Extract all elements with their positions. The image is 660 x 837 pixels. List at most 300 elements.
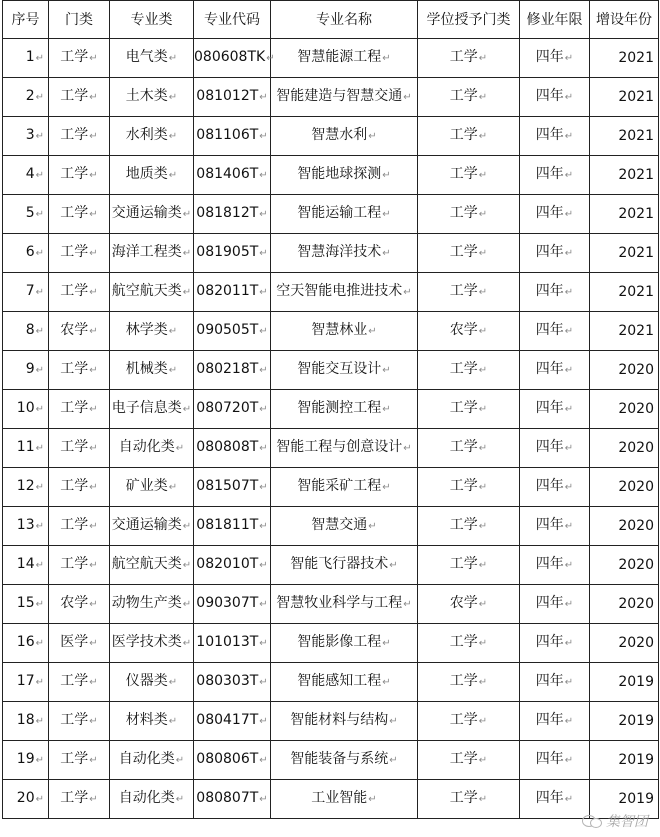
paragraph-mark-icon: ↵ <box>182 248 192 259</box>
major-code-cell-text: 080807T <box>196 790 259 806</box>
paragraph-mark-icon: ↵ <box>564 170 574 181</box>
duration-cell <box>520 351 590 390</box>
paragraph-mark-icon: ↵ <box>35 326 44 337</box>
category-cell-text: 工学 <box>60 361 89 377</box>
major-name-cell <box>271 468 418 507</box>
paragraph-mark-icon: ↵ <box>259 638 268 649</box>
category-cell <box>49 117 110 156</box>
major-code-cell <box>194 663 271 702</box>
paragraph-mark-icon: ↵ <box>564 92 574 103</box>
year-cell <box>590 507 659 546</box>
paragraph-mark-icon: ↵ <box>478 482 488 493</box>
category-cell-text: 工学 <box>60 517 89 533</box>
major-name-cell <box>271 273 418 312</box>
paragraph-mark-icon: ↵ <box>168 365 178 376</box>
paragraph-mark-icon: ↵ <box>182 209 192 220</box>
degree-cell <box>418 312 520 351</box>
header-cell: 专业代码 <box>194 1 271 39</box>
major-name-cell <box>271 312 418 351</box>
paragraph-mark-icon: ↵ <box>259 443 268 454</box>
paragraph-mark-icon: ↵ <box>35 638 44 649</box>
seq-cell-text: 6 <box>25 244 35 260</box>
year-cell-text: 2019 <box>618 674 654 690</box>
category-cell-text: 工学 <box>60 166 89 182</box>
paragraph-mark-icon: ↵ <box>389 755 398 766</box>
major-name-cell <box>271 780 418 819</box>
seq-cell-text: 15 <box>16 595 35 611</box>
category-cell <box>49 702 110 741</box>
year-cell-text: 2019 <box>618 713 654 729</box>
major-name-cell-text: 智能飞行器技术 <box>290 556 389 572</box>
table-row <box>3 780 659 819</box>
paragraph-mark-icon: ↵ <box>35 404 44 415</box>
year-cell <box>590 624 659 663</box>
major-name-cell-text: 智能感知工程 <box>297 673 382 689</box>
seq-cell-text: 12 <box>16 478 35 494</box>
category-cell <box>49 39 110 78</box>
paragraph-mark-icon: ↵ <box>259 716 268 727</box>
major-class-cell <box>110 663 194 702</box>
duration-cell <box>520 507 590 546</box>
major-name-cell-text: 智能材料与结构 <box>290 712 389 728</box>
major-code-cell-text: 082010T <box>196 556 259 572</box>
header-cell: 专业类 <box>110 1 194 39</box>
header-cell: 增设年份 <box>590 1 659 39</box>
paragraph-mark-icon: ↵ <box>182 404 192 415</box>
major-name-cell-text: 智能运输工程 <box>297 205 382 221</box>
degree-cell <box>418 663 520 702</box>
seq-cell <box>3 39 49 78</box>
paragraph-mark-icon: ↵ <box>382 170 391 181</box>
category-cell-text: 工学 <box>60 88 89 104</box>
year-cell <box>590 546 659 585</box>
paragraph-mark-icon: ↵ <box>478 248 488 259</box>
paragraph-mark-icon: ↵ <box>389 560 398 571</box>
major-name-cell-text: 空天智能电推进技术 <box>276 283 403 299</box>
seq-cell <box>3 702 49 741</box>
major-code-cell-text: 081905T <box>196 244 259 260</box>
duration-cell <box>520 702 590 741</box>
major-code-cell-text: 080218T <box>196 361 259 377</box>
major-name-cell <box>271 507 418 546</box>
paragraph-mark-icon: ↵ <box>368 794 377 805</box>
major-class-cell-text: 矿业类 <box>125 478 168 494</box>
seq-cell <box>3 390 49 429</box>
duration-cell <box>520 663 590 702</box>
paragraph-mark-icon: ↵ <box>403 287 412 298</box>
seq-cell-text: 10 <box>16 400 35 416</box>
major-class-cell-text: 自动化类 <box>118 790 175 806</box>
paragraph-mark-icon: ↵ <box>259 365 268 376</box>
seq-cell <box>3 780 49 819</box>
paragraph-mark-icon: ↵ <box>564 599 574 610</box>
category-cell <box>49 624 110 663</box>
major-code-cell-text: 080806T <box>196 751 259 767</box>
major-code-cell-text: 081812T <box>196 205 259 221</box>
degree-cell <box>418 351 520 390</box>
major-name-cell <box>271 624 418 663</box>
major-code-cell-text: 080303T <box>196 673 259 689</box>
duration-cell <box>520 624 590 663</box>
seq-cell-text: 1 <box>25 49 35 65</box>
duration-cell-text: 四年 <box>535 361 564 377</box>
major-code-cell <box>194 585 271 624</box>
category-cell-text: 农学 <box>60 322 89 338</box>
year-cell <box>590 195 659 234</box>
table-row <box>3 741 659 780</box>
seq-cell <box>3 585 49 624</box>
paragraph-mark-icon: ↵ <box>35 53 44 64</box>
degree-cell <box>418 507 520 546</box>
major-class-cell-text: 医学技术类 <box>111 634 182 650</box>
major-name-cell <box>271 429 418 468</box>
category-cell <box>49 234 110 273</box>
major-code-cell <box>194 234 271 273</box>
paragraph-mark-icon: ↵ <box>89 443 98 454</box>
major-class-cell <box>110 741 194 780</box>
paragraph-mark-icon: ↵ <box>564 716 574 727</box>
degree-cell <box>418 741 520 780</box>
header-cell: 修业年限 <box>520 1 590 39</box>
seq-cell-text: 3 <box>25 127 35 143</box>
category-cell <box>49 741 110 780</box>
degree-cell <box>418 624 520 663</box>
paragraph-mark-icon: ↵ <box>168 716 178 727</box>
seq-cell <box>3 234 49 273</box>
degree-cell-text: 工学 <box>449 712 478 728</box>
year-cell-text: 2021 <box>618 245 654 261</box>
degree-cell <box>418 78 520 117</box>
paragraph-mark-icon: ↵ <box>478 326 488 337</box>
paragraph-mark-icon: ↵ <box>89 794 98 805</box>
major-class-cell-text: 机械类 <box>125 361 168 377</box>
table-row <box>3 351 659 390</box>
major-code-cell-text: 081406T <box>196 166 259 182</box>
category-cell-text: 工学 <box>60 283 89 299</box>
degree-cell <box>418 117 520 156</box>
seq-cell-text: 19 <box>16 751 35 767</box>
paragraph-mark-icon: ↵ <box>182 560 192 571</box>
year-cell <box>590 468 659 507</box>
major-name-cell-text: 智能装备与系统 <box>290 751 389 767</box>
seq-cell-text: 9 <box>25 361 35 377</box>
paragraph-mark-icon: ↵ <box>564 404 574 415</box>
year-cell <box>590 702 659 741</box>
paragraph-mark-icon: ↵ <box>35 677 44 688</box>
paragraph-mark-icon: ↵ <box>89 521 98 532</box>
major-class-cell-text: 交通运输类 <box>111 517 182 533</box>
category-cell <box>49 663 110 702</box>
major-code-cell-text: 081012T <box>196 88 259 104</box>
year-cell <box>590 429 659 468</box>
paragraph-mark-icon: ↵ <box>182 287 192 298</box>
paragraph-mark-icon: ↵ <box>89 53 98 64</box>
table-body <box>3 39 659 819</box>
degree-cell-text: 工学 <box>449 166 478 182</box>
seq-cell <box>3 624 49 663</box>
seq-cell-text: 14 <box>16 556 35 572</box>
paragraph-mark-icon: ↵ <box>478 794 488 805</box>
major-code-cell <box>194 702 271 741</box>
major-code-cell <box>194 468 271 507</box>
header-cell: 序号 <box>3 1 49 39</box>
paragraph-mark-icon: ↵ <box>35 170 44 181</box>
paragraph-mark-icon: ↵ <box>382 638 391 649</box>
paragraph-mark-icon: ↵ <box>182 521 192 532</box>
paragraph-mark-icon: ↵ <box>89 560 98 571</box>
major-name-cell <box>271 546 418 585</box>
major-class-cell <box>110 156 194 195</box>
category-cell-text: 工学 <box>60 439 89 455</box>
paragraph-mark-icon: ↵ <box>478 716 488 727</box>
major-name-cell-text: 智慧交通 <box>311 517 368 533</box>
paragraph-mark-icon: ↵ <box>89 287 98 298</box>
degree-cell <box>418 195 520 234</box>
duration-cell <box>520 156 590 195</box>
major-name-cell-text: 智慧海洋技术 <box>297 244 382 260</box>
degree-cell <box>418 468 520 507</box>
paragraph-mark-icon: ↵ <box>564 209 574 220</box>
table-row <box>3 624 659 663</box>
seq-cell-text: 11 <box>16 439 35 455</box>
duration-cell <box>520 429 590 468</box>
paragraph-mark-icon: ↵ <box>478 170 488 181</box>
seq-cell <box>3 429 49 468</box>
major-code-cell-text: 080808T <box>196 439 259 455</box>
category-cell-text: 工学 <box>60 205 89 221</box>
degree-cell <box>418 780 520 819</box>
paragraph-mark-icon: ↵ <box>564 560 574 571</box>
degree-cell <box>418 390 520 429</box>
year-cell <box>590 39 659 78</box>
table-row <box>3 702 659 741</box>
major-class-cell <box>110 624 194 663</box>
year-cell <box>590 78 659 117</box>
category-cell-text: 医学 <box>60 634 89 650</box>
duration-cell-text: 四年 <box>535 712 564 728</box>
category-cell-text: 农学 <box>60 595 89 611</box>
major-name-cell-text: 智能测控工程 <box>297 400 382 416</box>
paragraph-mark-icon: ↵ <box>175 443 185 454</box>
category-cell-text: 工学 <box>60 790 89 806</box>
paragraph-mark-icon: ↵ <box>564 131 574 142</box>
paragraph-mark-icon: ↵ <box>478 599 488 610</box>
degree-cell <box>418 39 520 78</box>
major-class-cell-text: 自动化类 <box>118 439 175 455</box>
major-code-cell <box>194 39 275 78</box>
seq-cell <box>3 78 49 117</box>
paragraph-mark-icon: ↵ <box>168 53 178 64</box>
paragraph-mark-icon: ↵ <box>89 482 98 493</box>
major-class-cell-text: 林学类 <box>125 322 168 338</box>
major-code-cell-text: 080608TK <box>194 49 266 65</box>
seq-cell-text: 13 <box>16 517 35 533</box>
major-class-cell <box>110 702 194 741</box>
paragraph-mark-icon: ↵ <box>478 755 488 766</box>
major-code-cell <box>194 780 271 819</box>
paragraph-mark-icon: ↵ <box>389 716 398 727</box>
paragraph-mark-icon: ↵ <box>35 131 44 142</box>
paragraph-mark-icon: ↵ <box>168 482 178 493</box>
duration-cell <box>520 195 590 234</box>
table-row <box>3 312 659 351</box>
seq-cell-text: 7 <box>25 283 35 299</box>
major-code-cell <box>194 195 271 234</box>
table-row <box>3 234 659 273</box>
major-class-cell-text: 材料类 <box>125 712 168 728</box>
major-class-cell-text: 地质类 <box>125 166 168 182</box>
major-class-cell <box>110 390 194 429</box>
category-cell <box>49 156 110 195</box>
category-cell-text: 工学 <box>60 400 89 416</box>
paragraph-mark-icon: ↵ <box>564 521 574 532</box>
category-cell <box>49 78 110 117</box>
paragraph-mark-icon: ↵ <box>564 638 574 649</box>
major-name-cell-text: 智慧林业 <box>311 322 368 338</box>
year-cell-text: 2021 <box>618 50 654 66</box>
major-code-cell-text: 101013T <box>196 634 259 650</box>
paragraph-mark-icon: ↵ <box>89 677 98 688</box>
paragraph-mark-icon: ↵ <box>564 755 574 766</box>
paragraph-mark-icon: ↵ <box>382 53 391 64</box>
duration-cell-text: 四年 <box>535 322 564 338</box>
paragraph-mark-icon: ↵ <box>35 92 44 103</box>
seq-cell <box>3 156 49 195</box>
header-cell: 学位授予门类 <box>418 1 520 39</box>
degree-cell <box>418 273 520 312</box>
duration-cell <box>520 741 590 780</box>
paragraph-mark-icon: ↵ <box>478 404 488 415</box>
major-name-cell-text: 工业智能 <box>311 790 368 806</box>
major-code-cell-text: 090307T <box>196 595 259 611</box>
major-class-cell-text: 土木类 <box>125 88 168 104</box>
paragraph-mark-icon: ↵ <box>89 716 98 727</box>
paragraph-mark-icon: ↵ <box>478 287 488 298</box>
duration-cell-text: 四年 <box>535 556 564 572</box>
degree-cell-text: 工学 <box>449 673 478 689</box>
category-cell-text: 工学 <box>60 751 89 767</box>
paragraph-mark-icon: ↵ <box>35 599 44 610</box>
major-name-cell-text: 智能影像工程 <box>297 634 382 650</box>
paragraph-mark-icon: ↵ <box>89 365 98 376</box>
paragraph-mark-icon: ↵ <box>35 794 44 805</box>
watermark-text: 集智团 <box>606 814 648 830</box>
year-cell <box>590 390 659 429</box>
major-class-cell <box>110 546 194 585</box>
year-cell <box>590 117 659 156</box>
table-row <box>3 585 659 624</box>
category-cell-text: 工学 <box>60 127 89 143</box>
major-code-cell <box>194 117 271 156</box>
category-cell-text: 工学 <box>60 712 89 728</box>
category-cell-text: 工学 <box>60 556 89 572</box>
major-name-cell <box>271 39 418 78</box>
duration-cell <box>520 390 590 429</box>
paragraph-mark-icon: ↵ <box>478 677 488 688</box>
category-cell <box>49 546 110 585</box>
paragraph-mark-icon: ↵ <box>403 443 412 454</box>
year-cell <box>590 312 659 351</box>
seq-cell-text: 2 <box>25 88 35 104</box>
duration-cell <box>520 546 590 585</box>
seq-cell-text: 17 <box>16 673 35 689</box>
paragraph-mark-icon: ↵ <box>175 794 185 805</box>
major-class-cell <box>110 195 194 234</box>
major-code-cell-text: 082011T <box>196 283 259 299</box>
year-cell-text: 2021 <box>618 284 654 300</box>
major-name-cell <box>271 702 418 741</box>
table-row <box>3 195 659 234</box>
major-name-cell-text: 智能采矿工程 <box>297 478 382 494</box>
category-cell <box>49 273 110 312</box>
paragraph-mark-icon: ↵ <box>168 92 178 103</box>
paragraph-mark-icon: ↵ <box>259 677 268 688</box>
duration-cell-text: 四年 <box>535 790 564 806</box>
paragraph-mark-icon: ↵ <box>478 521 488 532</box>
duration-cell-text: 四年 <box>535 673 564 689</box>
major-name-cell <box>271 390 418 429</box>
major-class-cell <box>110 780 194 819</box>
major-code-cell-text: 081507T <box>196 478 259 494</box>
degree-cell <box>418 156 520 195</box>
seq-cell <box>3 546 49 585</box>
major-name-cell-text: 智慧水利 <box>311 127 368 143</box>
paragraph-mark-icon: ↵ <box>35 443 44 454</box>
paragraph-mark-icon: ↵ <box>564 326 574 337</box>
paragraph-mark-icon: ↵ <box>564 248 574 259</box>
major-code-cell <box>194 507 271 546</box>
major-code-cell-text: 081811T <box>196 517 259 533</box>
paragraph-mark-icon: ↵ <box>35 755 44 766</box>
paragraph-mark-icon: ↵ <box>168 170 178 181</box>
year-cell <box>590 156 659 195</box>
major-name-cell <box>271 156 418 195</box>
major-name-cell-text: 智能建造与智慧交通 <box>276 88 403 104</box>
seq-cell <box>3 312 49 351</box>
major-class-cell-text: 水利类 <box>125 127 168 143</box>
major-code-cell <box>194 546 271 585</box>
category-cell <box>49 195 110 234</box>
year-cell <box>590 741 659 780</box>
paragraph-mark-icon: ↵ <box>89 170 98 181</box>
paragraph-mark-icon: ↵ <box>382 365 391 376</box>
table-row <box>3 39 659 78</box>
paragraph-mark-icon: ↵ <box>259 794 268 805</box>
paragraph-mark-icon: ↵ <box>259 599 268 610</box>
year-cell <box>590 273 659 312</box>
major-name-cell <box>271 351 418 390</box>
duration-cell-text: 四年 <box>535 634 564 650</box>
year-cell-text: 2020 <box>618 635 654 651</box>
paragraph-mark-icon: ↵ <box>168 326 178 337</box>
degree-cell-text: 工学 <box>449 244 478 260</box>
paragraph-mark-icon: ↵ <box>266 53 275 64</box>
header-row <box>3 1 659 39</box>
category-cell <box>49 585 110 624</box>
duration-cell-text: 四年 <box>535 88 564 104</box>
major-code-cell <box>194 351 271 390</box>
paragraph-mark-icon: ↵ <box>259 92 268 103</box>
seq-cell-text: 18 <box>16 712 35 728</box>
paragraph-mark-icon: ↵ <box>35 248 44 259</box>
major-code-cell <box>194 78 271 117</box>
paragraph-mark-icon: ↵ <box>564 365 574 376</box>
major-name-cell-text: 智能地球探测 <box>297 166 382 182</box>
year-cell-text: 2021 <box>618 89 654 105</box>
paragraph-mark-icon: ↵ <box>89 404 98 415</box>
seq-cell <box>3 468 49 507</box>
degree-cell <box>418 702 520 741</box>
